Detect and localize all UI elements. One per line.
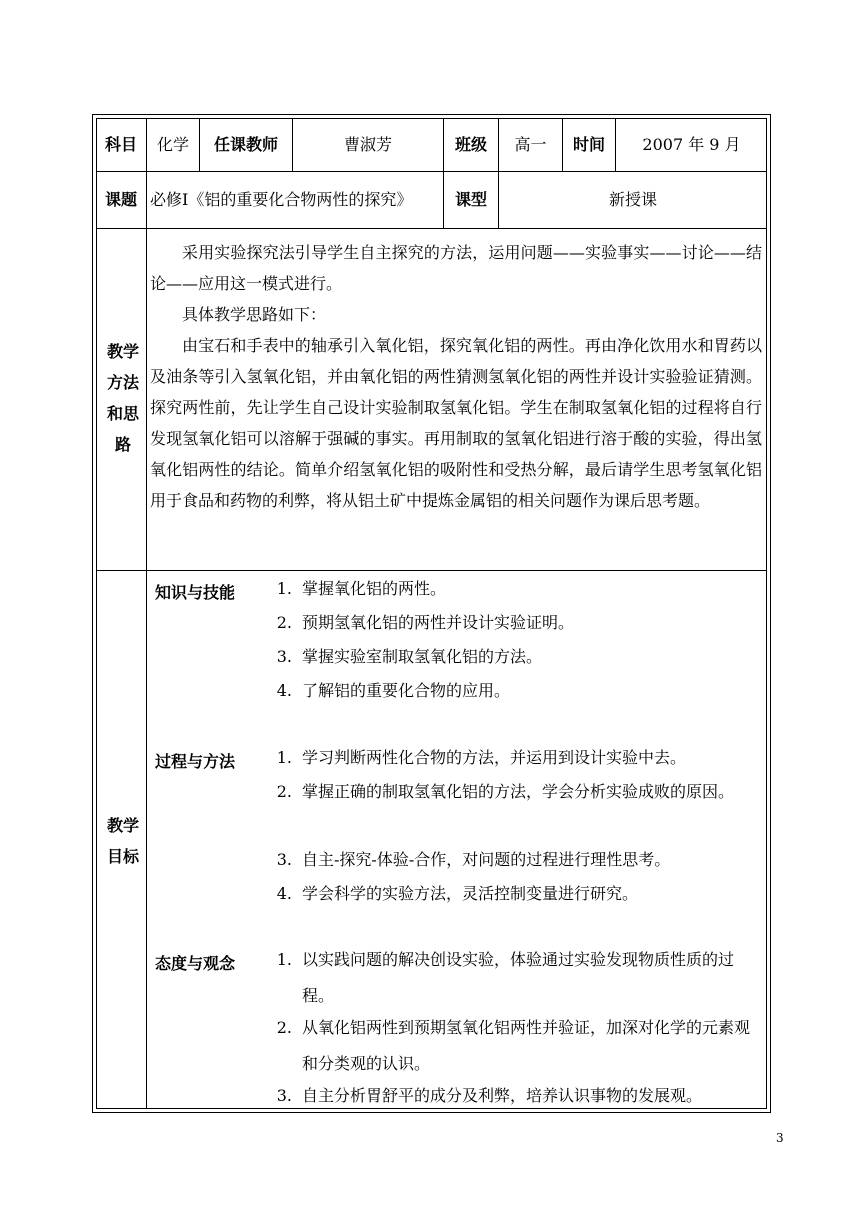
methods-label-line: 方法: [106, 373, 139, 392]
type-value: 新授课: [608, 190, 657, 210]
attitude-item-text: 以实践问题的解决创设实验，体验通过实验发现物质性质的过程。: [302, 950, 735, 1005]
knowledge-item: 2. 预期氢氧化铝的两性并设计实验证明。: [270, 605, 760, 641]
time-label: 时间: [572, 134, 605, 154]
goals-label: [100, 810, 146, 872]
process-item: 4. 学会科学的实验方法，灵活控制变量进行研究。: [270, 876, 760, 912]
page-number: 3: [776, 1131, 784, 1145]
goals-label-line: 教学: [106, 816, 139, 835]
process-item: 3. 自主-探究-体验-合作，对问题的过程进行理性思考。: [270, 842, 760, 878]
topic-value: 必修Ⅰ《铝的重要化合物两性的探究》: [150, 190, 413, 210]
methods-content: [150, 237, 762, 516]
knowledge-title: 知识与技能: [155, 583, 236, 602]
class-label: 班级: [454, 134, 487, 154]
row-divider: [96, 228, 767, 229]
knowledge-item-text: 掌握实验室制取氢氧化铝的方法。: [302, 647, 543, 666]
attitude-item: 2. 从氧化铝两性到预期氢氧化铝两性并验证，加深对化学的元素观和分类观的认识。: [270, 1010, 760, 1082]
knowledge-item-text: 预期氢氧化铝的两性并设计实验证明。: [302, 613, 575, 632]
attitude-item: 1. 以实践问题的解决创设实验，体验通过实验发现物质性质的过程。: [270, 942, 760, 1014]
attitude-item-text: 从氧化铝两性到预期氢氧化铝两性并验证，加深对化学的元素观和分类观的认识。: [302, 1018, 751, 1073]
knowledge-item-text: 了解铝的重要化合物的应用。: [302, 681, 511, 700]
teacher-value: 曹淑芳: [343, 134, 392, 154]
type-label: 课型: [454, 190, 487, 210]
attitude-item: 3. 自主分析胃舒平的成分及利弊，培养认识事物的发展观。: [270, 1078, 760, 1114]
methods-paragraph-3: 由宝石和手表中的轴承引入氧化铝，探究氧化铝的两性。再由净化饮用水和胃药以及油条等引入氢氧化铝，并由氧化铝的两性猜测氢氧化铝的两性并设计实验验证猜测。探究两性前，先让学生自己设计实验制取氢氧化铝。学生在制取氢氧化铝的过程将自行发现氢氧化铝可以溶解于强碱的事实。再用制取的氢氧化铝进行溶于酸的实验，得出氢氧化铝两性的结论。简单介绍氢氧化铝的吸附性和受热分解，最后请学生思考氢氧化铝用于食品和药物的利弊，将从铝土矿中提炼金属铝的相关问题作为课后思考题。: [150, 336, 762, 510]
class-value: 高一: [514, 134, 547, 154]
knowledge-item-text: 掌握氧化铝的两性。: [302, 579, 447, 598]
time-value: 2007 年 9 月: [642, 134, 741, 154]
subject-label: 科目: [104, 134, 137, 154]
methods-paragraph-1: 采用实验探究法引导学生自主探究的方法，运用问题——实验事实——讨论——结论——应用这一模式进行。: [150, 243, 762, 293]
process-item: 2. 掌握正确的制取氢氧化铝的方法，学会分析实验成败的原因。: [270, 774, 760, 810]
process-item-text: 自主-探究-体验-合作，对问题的过程进行理性思考。: [302, 850, 671, 869]
subject-value: 化学: [156, 134, 189, 154]
topic-label: 课题: [104, 190, 137, 210]
attitude-item-text: 自主分析胃舒平的成分及利弊，培养认识事物的发展观。: [302, 1086, 703, 1105]
process-item-text: 学会科学的实验方法，灵活控制变量进行研究。: [302, 884, 639, 903]
methods-label-line: 教学: [106, 342, 139, 361]
goals-label-line: 目标: [106, 847, 139, 866]
process-item-text: 掌握正确的制取氢氧化铝的方法，学会分析实验成败的原因。: [302, 782, 735, 801]
teacher-label: 任课教师: [213, 134, 278, 154]
col-divider: [146, 118, 147, 1109]
attitude-title: 态度与观念: [155, 954, 236, 973]
methods-label-line: 路: [114, 435, 131, 454]
process-item: 1. 学习判断两性化合物的方法，并运用到设计实验中去。: [270, 740, 760, 776]
knowledge-item: 3. 掌握实验室制取氢氧化铝的方法。: [270, 639, 760, 675]
knowledge-item: 4. 了解铝的重要化合物的应用。: [270, 673, 760, 709]
methods-paragraph-2: 具体教学思路如下：: [182, 305, 327, 324]
knowledge-item: 1. 掌握氧化铝的两性。: [270, 571, 760, 607]
process-item-text: 学习判断两性化合物的方法，并运用到设计实验中去。: [302, 748, 687, 767]
process-title: 过程与方法: [155, 752, 236, 771]
methods-label: [100, 336, 146, 460]
methods-label-line: 和思: [106, 404, 139, 423]
